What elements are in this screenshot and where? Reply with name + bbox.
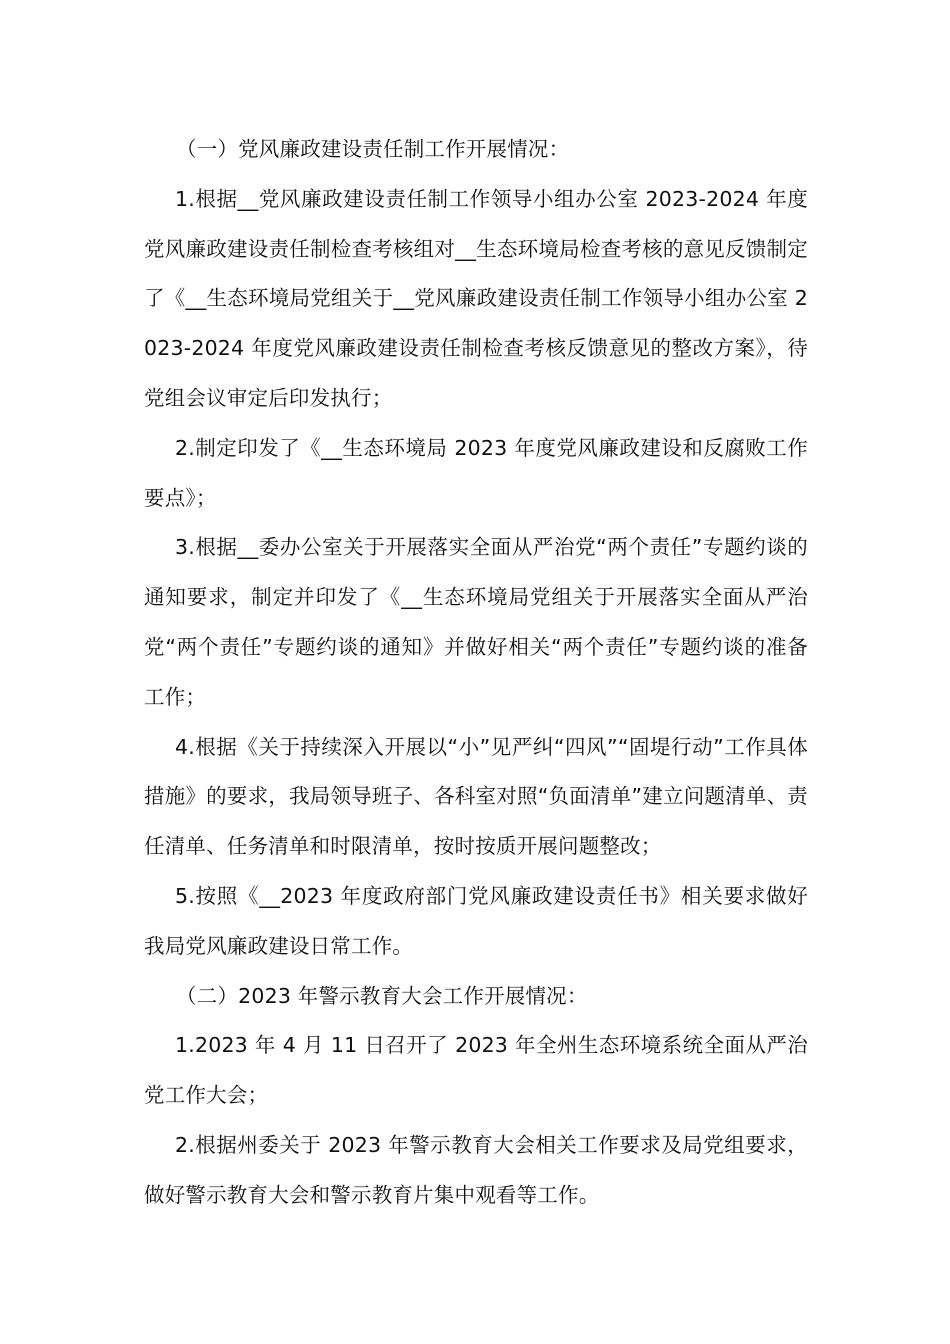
document-body xyxy=(144,125,808,1221)
section-1-item-4: 4.根据《关于持续深入开展以“小”见严纠“四风”“固堤行动”工作具体措施》的要求，我局领导班子、各科室对照“负面清单”建立问题清单、责任清单、任务清单和时限清单，按时按质开展问题整改； xyxy=(144,734,808,859)
section-2-item-1: 1.2023 年 4 月 11 日召开了 2023 年全州生态环境系统全面从严治党工作大会； xyxy=(144,1033,808,1108)
section-1-item-5: 5.按照《__2023 年度政府部门党风廉政建设责任书》相关要求做好我局党风廉政建设日常工作。 xyxy=(144,883,808,958)
section-2-item-2: 2.根据州委关于 2023 年警示教育大会相关工作要求及局党组要求，做好警示教育大会和警示教育片集中观看等工作。 xyxy=(144,1132,808,1207)
section-1-item-3: 3.根据__委办公室关于开展落实全面从严治党“两个责任”专题约谈的通知要求，制定并印发了《__生态环境局党组关于开展落实全面从严治党“两个责任”专题约谈的通知》并做好相关“两个责任”专题约谈的准备工作； xyxy=(144,535,808,709)
section-1-item-1: 1.根据__党风廉政建设责任制工作领导小组办公室 2023-2024 年度党风廉政建设责任制检查考核组对__生态环境局检查考核的意见反馈制定了《__生态环境局党组关于__党风廉政建设责任制工作领导小组办公室 2023-2024 年度党风廉政建设责任制检查考核反馈意见的整改方案》，待党组会议审定后印发执行； xyxy=(144,186,808,410)
section-1-item-2: 2.制定印发了《__生态环境局 2023 年度党风廉政建设和反腐败工作要点》； xyxy=(144,435,808,510)
section-heading-2: （二）2023 年警示教育大会工作开展情况： xyxy=(176,983,588,1008)
section-heading-1: （一）党风廉政建设责任制工作开展情况： xyxy=(176,137,570,161)
